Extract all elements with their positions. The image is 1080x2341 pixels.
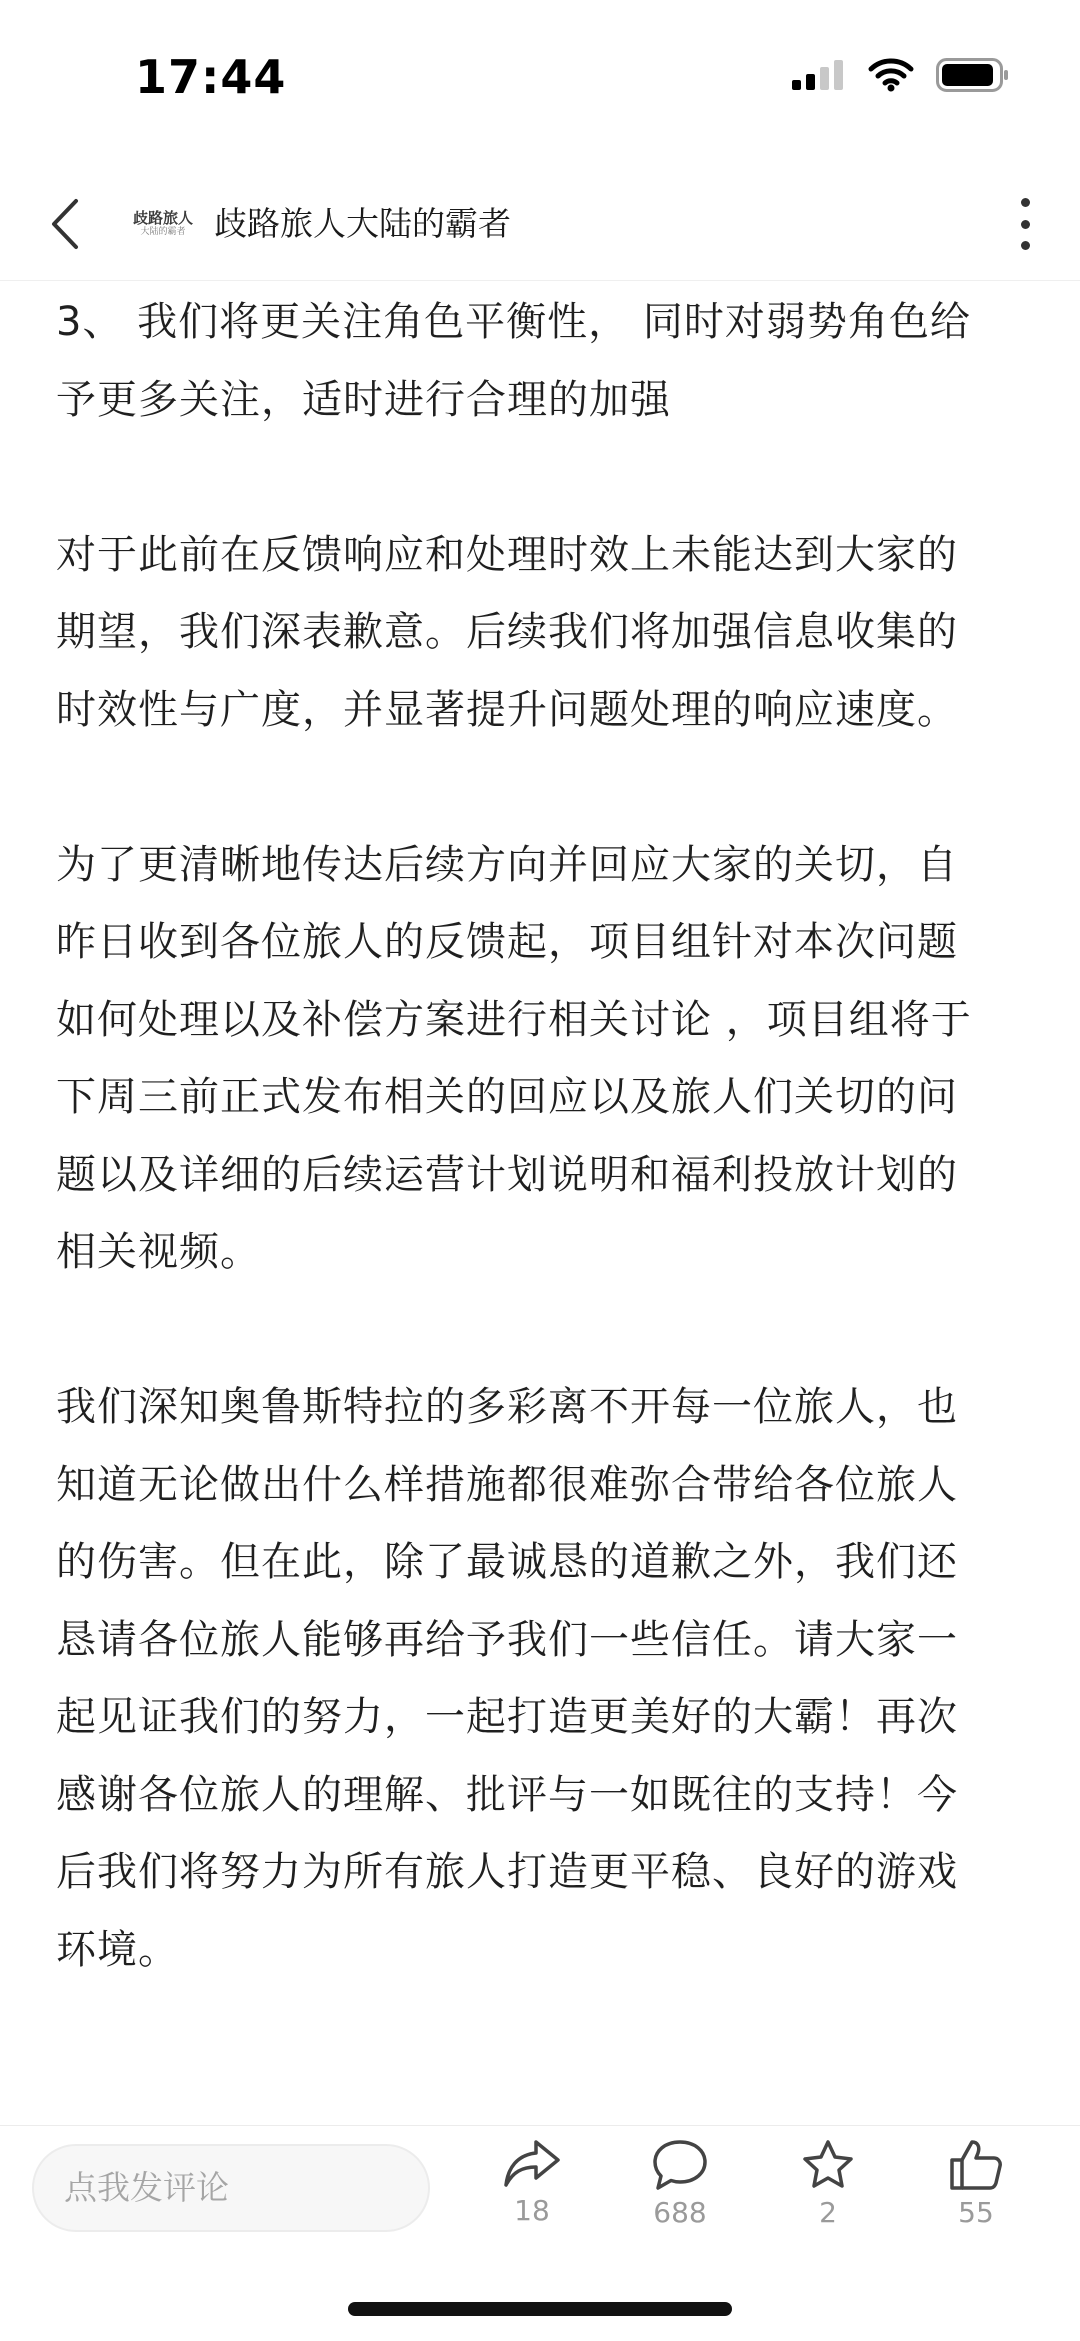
- comment-count: 688: [653, 2196, 707, 2229]
- more-options-button[interactable]: [1010, 194, 1040, 254]
- back-button[interactable]: [40, 190, 90, 258]
- battery-icon: [936, 58, 1010, 92]
- article-body: [56, 284, 996, 2067]
- nav-header: [0, 168, 1080, 281]
- more-vertical-icon-dot-middle: [1021, 220, 1030, 229]
- logo-main-text: 歧路旅人: [132, 209, 193, 227]
- star-icon: [800, 2138, 856, 2192]
- channel-logo[interactable]: [128, 194, 198, 254]
- favorite-button[interactable]: [768, 2138, 888, 2229]
- share-count: 18: [514, 2194, 550, 2227]
- more-vertical-icon-dot-bottom: [1021, 241, 1030, 250]
- share-arrow-icon: [502, 2138, 562, 2190]
- cellular-signal-icon: [792, 60, 846, 90]
- share-button[interactable]: [472, 2138, 592, 2227]
- thumbs-up-icon: [948, 2138, 1004, 2192]
- status-bar: [0, 0, 1080, 150]
- wifi-icon: [868, 58, 914, 92]
- favorite-count: 2: [819, 2196, 837, 2229]
- article-paragraph-3: 为了更清晰地传达后续方向并回应大家的关切，自昨日收到各位旅人的反馈起，项目组针对本次问题如何处理以及补偿方案进行相关讨论 ，项目组将于下周三前正式发布相关的回应以及旅人们关切的问题以及详细的后续运营计划说明和福利投放计划的相关视频。: [56, 841, 972, 1275]
- article-paragraph-4: 我们深知奥鲁斯特拉的多彩离不开每一位旅人，也知道无论做出什么样措施都很难弥合带给各位旅人的伤害。但在此，除了最诚恳的道歉之外，我们还恳请各位旅人能够再给予我们一些信任。请大家一起见证我们的努力，一起打造更美好的大霸！再次感谢各位旅人的理解、批评与一如既往的支持！今后我们将努力为所有旅人打造更平稳、良好的游戏环境。: [56, 1384, 958, 1973]
- comment-input[interactable]: 点我发评论: [32, 2144, 430, 2232]
- logo-sub-text: 大陆的霸者: [140, 227, 186, 237]
- status-icons: [792, 58, 1010, 92]
- channel-title[interactable]: 歧路旅人大陆的霸者: [214, 204, 511, 243]
- comment-button[interactable]: [620, 2138, 740, 2229]
- status-time: 17:44: [135, 50, 287, 104]
- like-button[interactable]: [916, 2138, 1036, 2229]
- speech-bubble-icon: [650, 2138, 710, 2192]
- like-count: 55: [958, 2196, 994, 2229]
- article-paragraph-2: 对于此前在反馈响应和处理时效上未能达到大家的期望，我们深表歉意。后续我们将加强信息收集的时效性与广度，并显著提升问题处理的响应速度。: [56, 531, 958, 733]
- home-indicator[interactable]: [348, 2302, 732, 2316]
- chevron-left-icon: [50, 198, 80, 250]
- more-vertical-icon-dot-top: [1021, 198, 1030, 207]
- article-paragraph-1: 3、 我们将更关注角色平衡性， 同时对弱势角色给予更多关注，适时进行合理的加强: [56, 299, 971, 423]
